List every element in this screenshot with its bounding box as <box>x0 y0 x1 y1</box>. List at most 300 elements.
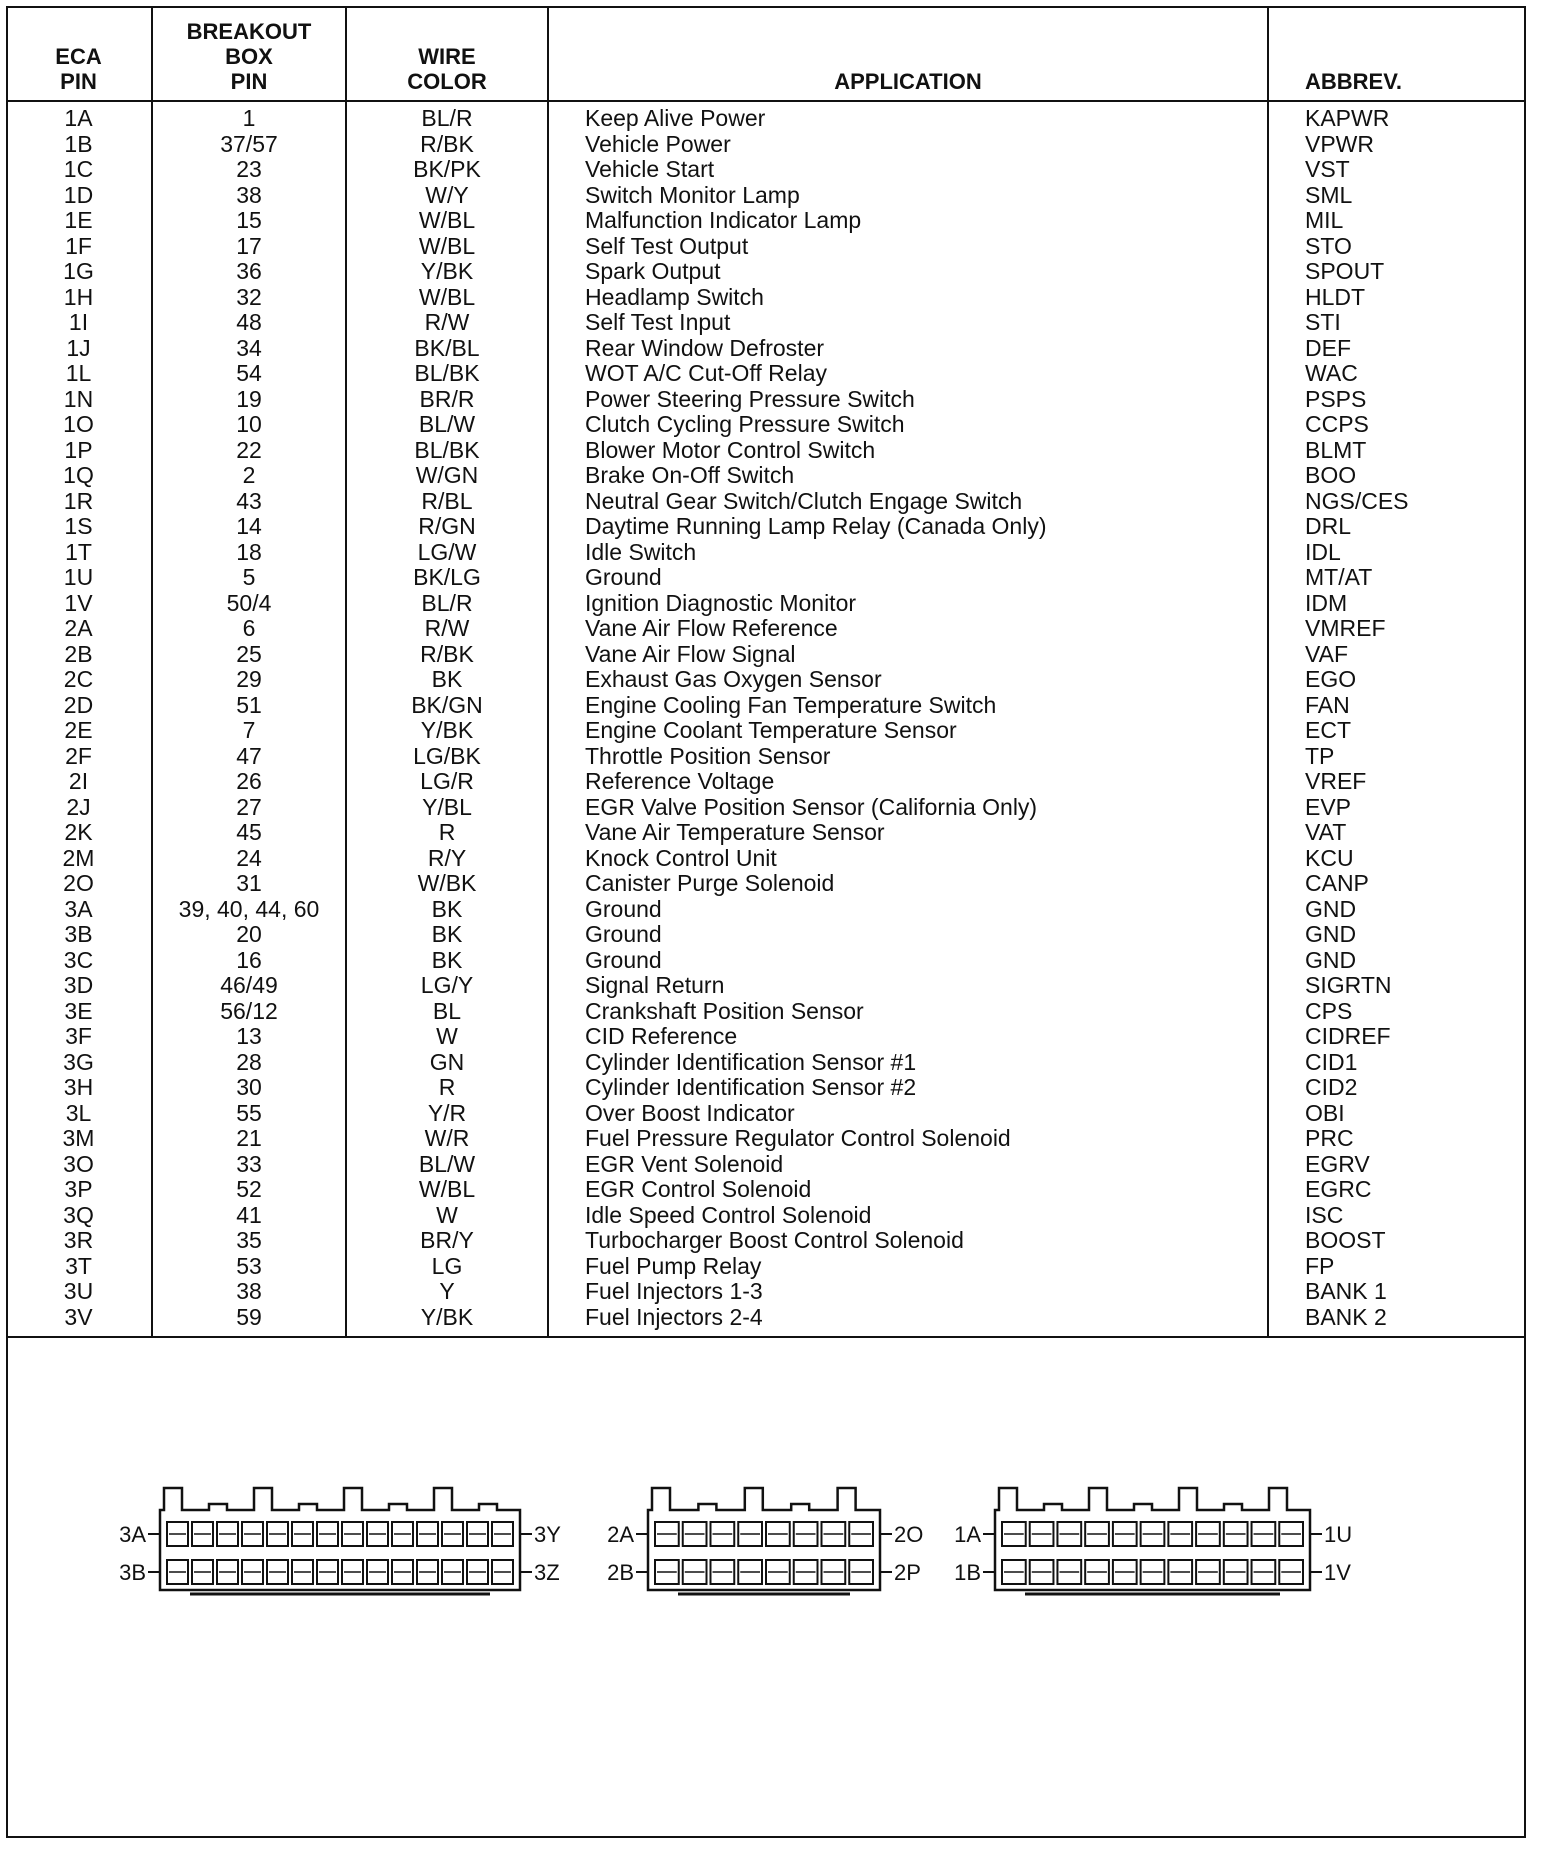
application-cell: Brake On-Off Switch <box>548 463 1268 489</box>
table-row <box>6 565 1526 591</box>
table-body <box>6 101 1526 1337</box>
table-row <box>6 412 1526 438</box>
application-cell: Cylinder Identification Sensor #2 <box>548 1075 1268 1101</box>
wire-color-cell: W <box>346 1024 548 1050</box>
table-row <box>6 361 1526 387</box>
wire-color-cell: R/W <box>346 616 548 642</box>
wire-color-cell: R/BL <box>346 489 548 515</box>
abbrev-cell: VPWR <box>1305 131 1374 157</box>
abbrev-cell: CPS <box>1305 998 1353 1024</box>
abbrev-cell: KAPWR <box>1305 105 1390 131</box>
breakout-pin-cell: 6 <box>152 616 346 642</box>
table-row <box>6 591 1526 617</box>
eca-pin-cell: 3L <box>6 1101 152 1127</box>
header-breakout-pin <box>152 6 346 101</box>
application-cell: Power Steering Pressure Switch <box>548 387 1268 413</box>
breakout-pin-cell: 2 <box>152 463 346 489</box>
eca-pin-cell: 1U <box>6 565 152 591</box>
application-cell: WOT A/C Cut-Off Relay <box>548 361 1268 387</box>
abbrev-cell: HLDT <box>1305 284 1366 310</box>
breakout-pin-cell: 41 <box>152 1203 346 1229</box>
wire-color-cell: LG/W <box>346 540 548 566</box>
abbrev-cell: PSPS <box>1305 386 1367 412</box>
breakout-pin-cell: 31 <box>152 871 346 897</box>
breakout-pin-cell: 32 <box>152 285 346 311</box>
abbrev-cell: STI <box>1305 310 1341 335</box>
wire-color-cell: BK/GN <box>346 693 548 719</box>
table-row <box>6 157 1526 183</box>
connector-3 <box>148 1488 532 1594</box>
table-row <box>6 769 1526 795</box>
table-row <box>6 1024 1526 1050</box>
breakout-pin-cell: 17 <box>152 234 346 260</box>
abbrev-cell: EGO <box>1305 667 1357 692</box>
wire-color-cell: W <box>346 1203 548 1229</box>
pin-label-bottom-right: 2P <box>894 1560 921 1585</box>
eca-pin-cell: 1P <box>6 438 152 464</box>
abbrev-cell: ECT <box>1305 718 1351 743</box>
table-row <box>6 1050 1526 1076</box>
eca-pin-cell: 2A <box>6 616 152 642</box>
abbrev-cell: VAT <box>1305 820 1347 845</box>
application-cell: Engine Cooling Fan Temperature Switch <box>548 693 1268 719</box>
table-header-row <box>6 6 1526 101</box>
breakout-pin-cell: 21 <box>152 1126 346 1152</box>
breakout-pin-cell: 38 <box>152 1279 346 1305</box>
table-row <box>6 820 1526 846</box>
abbrev-cell: CIDREF <box>1305 1024 1391 1049</box>
eca-pin-cell: 1F <box>6 234 152 260</box>
table-row <box>6 1075 1526 1101</box>
breakout-pin-cell: 28 <box>152 1050 346 1076</box>
abbrev-cell: VREF <box>1305 769 1367 794</box>
abbrev-cell: CID1 <box>1305 1049 1358 1075</box>
abbrev-cell: BLMT <box>1305 437 1367 463</box>
table-row <box>6 1279 1526 1305</box>
pin-label-bottom-right: 3Z <box>534 1560 560 1585</box>
pin-label-top-left: 2A <box>607 1522 634 1547</box>
header-abbrev <box>1268 6 1526 101</box>
application-cell: Rear Window Defroster <box>548 336 1268 362</box>
breakout-pin-cell: 25 <box>152 642 346 668</box>
eca-pin-cell: 3B <box>6 922 152 948</box>
table-row <box>6 208 1526 234</box>
wire-color-cell: BR/R <box>346 387 548 413</box>
breakout-pin-cell: 43 <box>152 489 346 515</box>
breakout-pin-cell: 22 <box>152 438 346 464</box>
breakout-pin-cell: 7 <box>152 718 346 744</box>
breakout-pin-cell: 38 <box>152 183 346 209</box>
eca-pin-cell: 1S <box>6 514 152 540</box>
table-row <box>6 259 1526 285</box>
breakout-pin-cell: 33 <box>152 1152 346 1178</box>
breakout-pin-cell: 55 <box>152 1101 346 1127</box>
pin-label-top-right: 3Y <box>534 1522 561 1547</box>
application-cell: Vane Air Flow Signal <box>548 642 1268 668</box>
eca-pin-cell: 3V <box>6 1305 152 1338</box>
eca-pin-cell: 3T <box>6 1254 152 1280</box>
application-cell: Vane Air Flow Reference <box>548 616 1268 642</box>
table-row <box>6 234 1526 260</box>
application-cell: Vehicle Start <box>548 157 1268 183</box>
breakout-pin-cell: 36 <box>152 259 346 285</box>
wire-color-cell: GN <box>346 1050 548 1076</box>
eca-pin-cell: 3G <box>6 1050 152 1076</box>
eca-pin-cell: 3C <box>6 948 152 974</box>
wire-color-cell: LG/BK <box>346 744 548 770</box>
wire-color-cell: BK <box>346 948 548 974</box>
application-cell: Knock Control Unit <box>548 846 1268 872</box>
breakout-pin-cell: 35 <box>152 1228 346 1254</box>
application-cell: Clutch Cycling Pressure Switch <box>548 412 1268 438</box>
application-cell: Ground <box>548 565 1268 591</box>
wire-color-cell: BK/BL <box>346 336 548 362</box>
eca-pin-cell: 1N <box>6 387 152 413</box>
table-row <box>6 616 1526 642</box>
wire-color-cell: BL/R <box>346 101 548 132</box>
wire-color-cell: R <box>346 1075 548 1101</box>
wire-color-cell: BK/LG <box>346 565 548 591</box>
breakout-pin-cell: 34 <box>152 336 346 362</box>
breakout-pin-cell: 51 <box>152 693 346 719</box>
table-row <box>6 846 1526 872</box>
abbrev-cell: MIL <box>1305 208 1344 233</box>
abbrev-cell: IDL <box>1305 539 1341 565</box>
wire-color-cell: Y/BK <box>346 718 548 744</box>
application-cell: Engine Coolant Temperature Sensor <box>548 718 1268 744</box>
application-cell: Signal Return <box>548 973 1268 999</box>
application-cell: Vehicle Power <box>548 132 1268 158</box>
table-row <box>6 667 1526 693</box>
eca-pin-cell: 3P <box>6 1177 152 1203</box>
wire-color-cell: W/BL <box>346 285 548 311</box>
wire-color-cell: BK <box>346 667 548 693</box>
wire-color-cell: BL/W <box>346 1152 548 1178</box>
breakout-pin-cell: 48 <box>152 310 346 336</box>
table-row <box>6 310 1526 336</box>
eca-pin-cell: 3Q <box>6 1203 152 1229</box>
table-row <box>6 514 1526 540</box>
application-cell: CID Reference <box>548 1024 1268 1050</box>
pin-label-top-right: 2O <box>894 1522 924 1547</box>
table-row <box>6 336 1526 362</box>
eca-pin-cell: 1C <box>6 157 152 183</box>
breakout-pin-cell: 59 <box>152 1305 346 1338</box>
wire-color-cell: R/GN <box>346 514 548 540</box>
pin-label-bottom-left: 1B <box>954 1560 981 1585</box>
breakout-pin-cell: 15 <box>152 208 346 234</box>
header-breakout-line2: BOX <box>225 44 273 69</box>
abbrev-cell: IDM <box>1305 590 1348 616</box>
wire-color-cell: BR/Y <box>346 1228 548 1254</box>
wire-color-cell: W/R <box>346 1126 548 1152</box>
breakout-pin-cell: 19 <box>152 387 346 413</box>
application-cell: Reference Voltage <box>548 769 1268 795</box>
application-cell: Fuel Pump Relay <box>548 1254 1268 1280</box>
eca-pin-table <box>6 6 1526 1338</box>
eca-pin-cell: 1B <box>6 132 152 158</box>
breakout-pin-cell: 54 <box>152 361 346 387</box>
header-breakout-line1: BREAKOUT <box>186 19 312 44</box>
eca-pin-cell: 1R <box>6 489 152 515</box>
eca-pin-cell: 3D <box>6 973 152 999</box>
application-cell: Daytime Running Lamp Relay (Canada Only) <box>548 514 1268 540</box>
eca-pin-cell: 3E <box>6 999 152 1025</box>
abbrev-cell: CID2 <box>1305 1075 1358 1100</box>
table-row <box>6 101 1526 132</box>
eca-pin-cell: 2D <box>6 693 152 719</box>
table-row <box>6 463 1526 489</box>
pin-label-bottom-right: 1V <box>1324 1560 1351 1585</box>
wire-color-cell: BL/W <box>346 412 548 438</box>
abbrev-cell: VMREF <box>1305 616 1386 641</box>
wire-color-cell: R/Y <box>346 846 548 872</box>
eca-pin-cell: 3A <box>6 897 152 923</box>
abbrev-cell: FAN <box>1305 692 1350 718</box>
abbrev-cell: CANP <box>1305 871 1369 896</box>
abbrev-cell: SML <box>1305 182 1353 208</box>
breakout-pin-cell: 14 <box>152 514 346 540</box>
wire-color-cell: R/BK <box>346 642 548 668</box>
breakout-pin-cell: 20 <box>152 922 346 948</box>
header-eca-pin-line1: ECA <box>55 44 102 69</box>
abbrev-cell: MT/AT <box>1305 565 1373 590</box>
table-row <box>6 999 1526 1025</box>
table-row <box>6 1152 1526 1178</box>
pin-label-top-left: 3A <box>119 1522 146 1547</box>
table-row <box>6 718 1526 744</box>
application-cell: Keep Alive Power <box>548 101 1268 132</box>
application-cell: Exhaust Gas Oxygen Sensor <box>548 667 1268 693</box>
wire-color-cell: LG <box>346 1254 548 1280</box>
application-cell: Fuel Injectors 2-4 <box>548 1305 1268 1338</box>
breakout-pin-cell: 56/12 <box>152 999 346 1025</box>
abbrev-cell: GND <box>1305 896 1357 922</box>
abbrev-cell: KCU <box>1305 845 1354 871</box>
eca-pin-cell: 1G <box>6 259 152 285</box>
abbrev-cell: PRC <box>1305 1126 1354 1151</box>
eca-pin-cell: 2E <box>6 718 152 744</box>
eca-pin-cell: 1I <box>6 310 152 336</box>
eca-pin-cell: 3H <box>6 1075 152 1101</box>
eca-pin-cell: 3O <box>6 1152 152 1178</box>
eca-pin-cell: 3U <box>6 1279 152 1305</box>
wire-color-cell: Y <box>346 1279 548 1305</box>
table-row <box>6 1203 1526 1229</box>
table-row <box>6 1101 1526 1127</box>
breakout-pin-cell: 29 <box>152 667 346 693</box>
application-cell: Idle Switch <box>548 540 1268 566</box>
breakout-pin-cell: 27 <box>152 795 346 821</box>
wire-color-cell: Y/BK <box>346 1305 548 1338</box>
wire-color-cell: W/BL <box>346 234 548 260</box>
application-cell: EGR Valve Position Sensor (California Only) <box>548 795 1268 821</box>
breakout-pin-cell: 47 <box>152 744 346 770</box>
application-cell: Fuel Injectors 1-3 <box>548 1279 1268 1305</box>
connector-1 <box>983 1488 1322 1594</box>
eca-pin-cell: 2M <box>6 846 152 872</box>
abbrev-cell: VAF <box>1305 641 1349 667</box>
header-eca-pin-line2: PIN <box>60 69 97 94</box>
pin-label-top-left: 1A <box>954 1522 981 1547</box>
abbrev-cell: CCPS <box>1305 412 1369 437</box>
application-cell: Turbocharger Boost Control Solenoid <box>548 1228 1268 1254</box>
table-row <box>6 1305 1526 1338</box>
breakout-pin-cell: 1 <box>152 101 346 132</box>
wire-color-cell: W/GN <box>346 463 548 489</box>
eca-pin-cell: 2K <box>6 820 152 846</box>
wire-color-cell: LG/Y <box>346 973 548 999</box>
application-cell: EGR Control Solenoid <box>548 1177 1268 1203</box>
abbrev-cell: EVP <box>1305 794 1352 820</box>
application-cell: Ignition Diagnostic Monitor <box>548 591 1268 617</box>
breakout-pin-cell: 16 <box>152 948 346 974</box>
breakout-pin-cell: 10 <box>152 412 346 438</box>
table-row <box>6 387 1526 413</box>
eca-pin-cell: 2I <box>6 769 152 795</box>
application-cell: Over Boost Indicator <box>548 1101 1268 1127</box>
breakout-pin-cell: 13 <box>152 1024 346 1050</box>
application-cell: EGR Vent Solenoid <box>548 1152 1268 1178</box>
abbrev-cell: VST <box>1305 157 1350 182</box>
eca-pin-cell: 2B <box>6 642 152 668</box>
wire-color-cell: Y/BK <box>346 259 548 285</box>
eca-pin-cell: 3F <box>6 1024 152 1050</box>
header-eca-pin <box>6 6 152 101</box>
connector-body <box>995 1488 1310 1590</box>
header-wire-color <box>346 6 548 101</box>
eca-pin-cell: 1V <box>6 591 152 617</box>
eca-pin-cell: 1J <box>6 336 152 362</box>
table-row <box>6 540 1526 566</box>
abbrev-cell: EGRC <box>1305 1177 1372 1202</box>
header-breakout-line3: PIN <box>230 69 268 94</box>
eca-pin-cell: 1L <box>6 361 152 387</box>
application-cell: Self Test Input <box>548 310 1268 336</box>
breakout-pin-cell: 23 <box>152 157 346 183</box>
abbrev-cell: BANK 1 <box>1305 1279 1387 1304</box>
breakout-pin-cell: 53 <box>152 1254 346 1280</box>
application-cell: Ground <box>548 922 1268 948</box>
table-row <box>6 1177 1526 1203</box>
header-application <box>548 6 1268 101</box>
eca-pin-cell: 1T <box>6 540 152 566</box>
table-row <box>6 871 1526 897</box>
connector-drawing <box>0 1410 1568 1650</box>
application-cell: Idle Speed Control Solenoid <box>548 1203 1268 1229</box>
eca-pin-cell: 2F <box>6 744 152 770</box>
eca-pin-cell: 1O <box>6 412 152 438</box>
wire-color-cell: W/BL <box>346 1177 548 1203</box>
application-cell: Ground <box>548 897 1268 923</box>
wire-color-cell: W/BL <box>346 208 548 234</box>
abbrev-cell: GND <box>1305 922 1357 947</box>
wire-color-cell: BL/BK <box>346 361 548 387</box>
wire-color-cell: LG/R <box>346 769 548 795</box>
abbrev-cell: SIGRTN <box>1305 973 1392 998</box>
breakout-pin-cell: 5 <box>152 565 346 591</box>
abbrev-cell: NGS/CES <box>1305 488 1409 514</box>
abbrev-cell: GND <box>1305 947 1357 973</box>
connector-diagram <box>0 1410 1568 1650</box>
application-cell: Cylinder Identification Sensor #1 <box>548 1050 1268 1076</box>
eca-pin-cell: 1D <box>6 183 152 209</box>
eca-pin-cell: 1E <box>6 208 152 234</box>
eca-pin-cell: 3R <box>6 1228 152 1254</box>
wire-color-cell: Y/R <box>346 1101 548 1127</box>
breakout-pin-cell: 46/49 <box>152 973 346 999</box>
wire-color-cell: Y/BL <box>346 795 548 821</box>
wire-color-cell: BK/PK <box>346 157 548 183</box>
table-row <box>6 948 1526 974</box>
wire-color-cell: BL/R <box>346 591 548 617</box>
wire-color-cell: R/BK <box>346 132 548 158</box>
breakout-pin-cell: 45 <box>152 820 346 846</box>
application-cell: Canister Purge Solenoid <box>548 871 1268 897</box>
wire-color-cell: BL/BK <box>346 438 548 464</box>
header-wire-line2: COLOR <box>407 69 487 94</box>
wire-color-cell: W/BK <box>346 871 548 897</box>
table-row <box>6 1126 1526 1152</box>
breakout-pin-cell: 26 <box>152 769 346 795</box>
application-cell: Throttle Position Sensor <box>548 744 1268 770</box>
wire-color-cell: BL <box>346 999 548 1025</box>
application-cell: Headlamp Switch <box>548 285 1268 311</box>
wire-color-cell: BK <box>346 922 548 948</box>
application-cell: Ground <box>548 948 1268 974</box>
abbrev-cell: BOOST <box>1305 1228 1386 1253</box>
table-row <box>6 1228 1526 1254</box>
eca-pin-cell: 3M <box>6 1126 152 1152</box>
application-cell: Crankshaft Position Sensor <box>548 999 1268 1025</box>
breakout-pin-cell: 52 <box>152 1177 346 1203</box>
abbrev-cell: BANK 2 <box>1268 1305 1526 1338</box>
table-row <box>6 973 1526 999</box>
breakout-pin-cell: 24 <box>152 846 346 872</box>
abbrev-cell: TP <box>1305 743 1335 769</box>
abbrev-cell: ISC <box>1305 1202 1344 1228</box>
header-abbrev-text: ABBREV. <box>1305 69 1402 94</box>
eca-pin-cell: 2C <box>6 667 152 693</box>
eca-pin-cell: 1Q <box>6 463 152 489</box>
table-row <box>6 285 1526 311</box>
pin-label-bottom-left: 2B <box>607 1560 634 1585</box>
application-cell: Self Test Output <box>548 234 1268 260</box>
abbrev-cell: BOO <box>1305 463 1357 488</box>
breakout-pin-cell: 50/4 <box>152 591 346 617</box>
table-row <box>6 922 1526 948</box>
abbrev-cell: DEF <box>1305 335 1351 361</box>
application-cell: Blower Motor Control Switch <box>548 438 1268 464</box>
abbrev-cell: DRL <box>1305 514 1352 539</box>
table-row <box>6 642 1526 668</box>
eca-pin-cell: 2J <box>6 795 152 821</box>
table-row <box>6 795 1526 821</box>
abbrev-cell: STO <box>1305 233 1352 259</box>
eca-pin-cell: 1H <box>6 285 152 311</box>
application-cell: Vane Air Temperature Sensor <box>548 820 1268 846</box>
abbrev-cell: SPOUT <box>1305 259 1385 284</box>
breakout-pin-cell: 39, 40, 44, 60 <box>152 897 346 923</box>
table-row <box>6 438 1526 464</box>
abbrev-cell: FP <box>1305 1253 1335 1279</box>
wire-color-cell: W/Y <box>346 183 548 209</box>
breakout-pin-cell: 18 <box>152 540 346 566</box>
table-row <box>6 897 1526 923</box>
eca-pin-cell: 2O <box>6 871 152 897</box>
connector-2 <box>636 1488 892 1594</box>
table-row <box>6 1254 1526 1280</box>
